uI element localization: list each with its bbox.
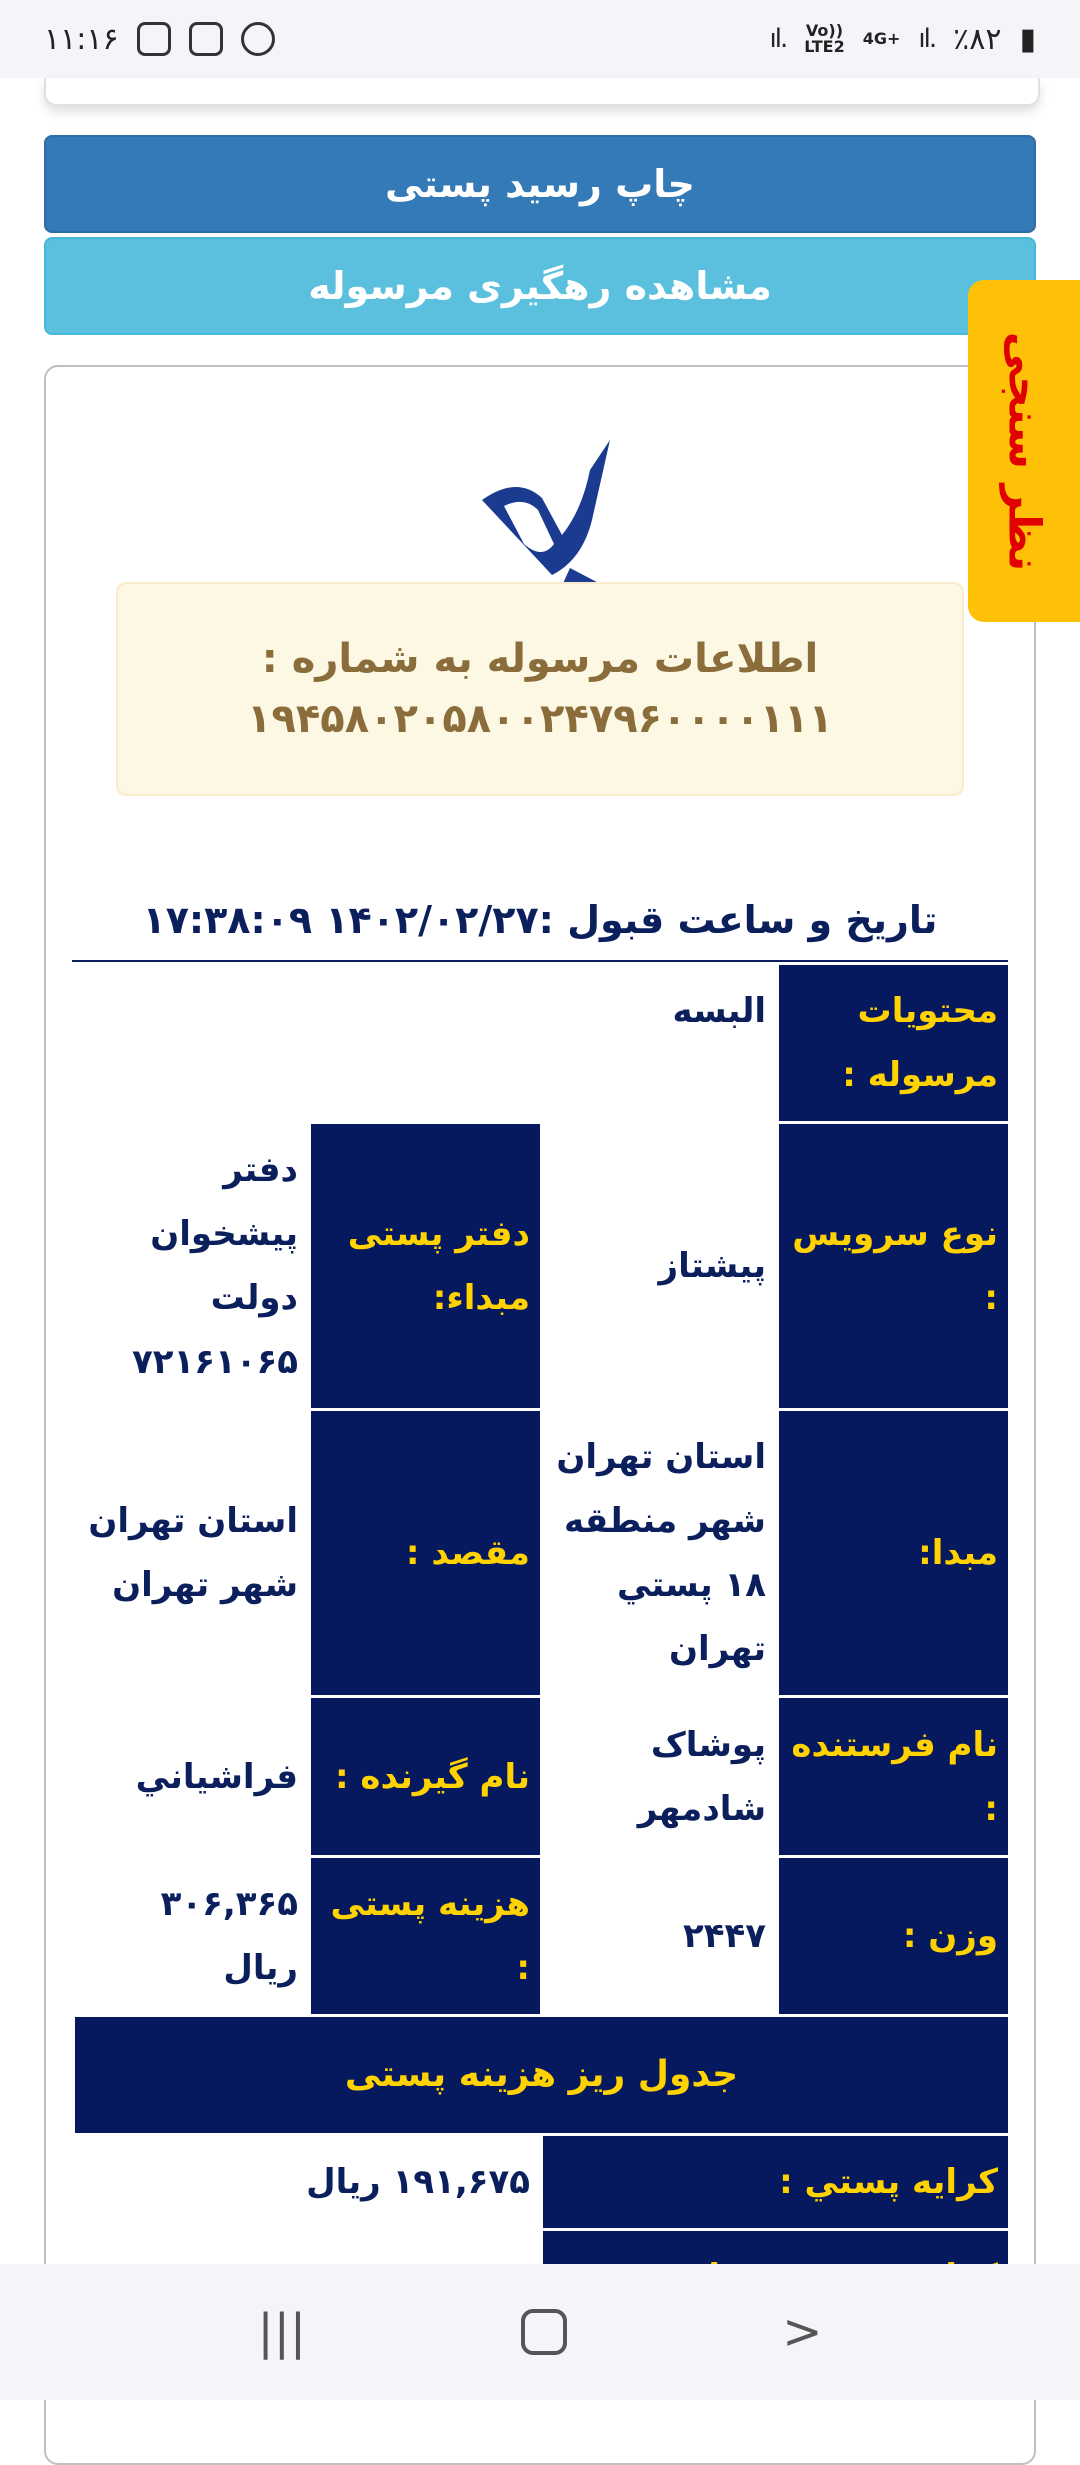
receiver-label: نام گیرنده : bbox=[310, 1697, 542, 1857]
system-nav-bar bbox=[0, 2264, 1080, 2400]
cost-value: ۳۰۶,۳۶۵ ریال bbox=[74, 1857, 310, 2016]
contents-value: البسه bbox=[74, 964, 778, 1123]
table-row bbox=[74, 2016, 1010, 2135]
instagram-icon bbox=[137, 22, 171, 56]
details-table bbox=[72, 962, 1011, 2326]
cost-breakdown-header: جدول ریز هزینه پستی bbox=[74, 2016, 1010, 2135]
gallery-icon bbox=[189, 22, 223, 56]
table-row bbox=[74, 2135, 1010, 2230]
survey-tab[interactable] bbox=[968, 280, 1080, 622]
service-value: پیشتاز bbox=[542, 1123, 778, 1410]
signal-bars-icon: ıl. bbox=[918, 24, 936, 54]
back-icon[interactable]: > bbox=[782, 2304, 823, 2360]
weight-label: وزن : bbox=[778, 1857, 1010, 2016]
table-row bbox=[74, 1857, 1010, 2016]
receiver-value: فراشياني bbox=[74, 1697, 310, 1857]
table-row bbox=[74, 1410, 1010, 1697]
contents-label: محتویات مرسوله : bbox=[778, 964, 1010, 1123]
post-logo-icon bbox=[462, 440, 622, 590]
network-volte-indicator: Vo)) LTE2 bbox=[804, 21, 845, 56]
network-4g-indicator: 4G+ bbox=[862, 29, 901, 48]
origin-label: مبدا: bbox=[778, 1410, 1010, 1697]
origin-office-label: دفتر پستی مبداء: bbox=[310, 1123, 542, 1410]
recent-apps-icon[interactable]: ||| bbox=[257, 2304, 307, 2360]
destination-label: مقصد : bbox=[310, 1410, 542, 1697]
status-bar-indicators bbox=[770, 22, 1037, 57]
signal-bars-icon: ıl. bbox=[769, 24, 787, 54]
accept-datetime: تاریخ و ساعت قبول :۱۴۰۲/۰۲/۲۷ ۱۷:۳۸:۰۹ bbox=[142, 898, 938, 942]
sender-label: نام فرستنده : bbox=[778, 1697, 1010, 1857]
cost-row-label: كرايه پستي : bbox=[542, 2135, 1010, 2230]
sender-value: پوشاک شادمهر bbox=[542, 1697, 778, 1857]
vpn-icon bbox=[241, 22, 275, 56]
destination-value: استان تهران شهر تهران bbox=[74, 1410, 310, 1697]
clock: ۱۱:۱۶ bbox=[44, 21, 119, 57]
table-row bbox=[74, 964, 1010, 1123]
info-title: اطلاعات مرسوله به شماره : bbox=[261, 636, 819, 682]
shipment-info-box bbox=[116, 582, 964, 796]
survey-tab-label: نظر سنجی bbox=[998, 331, 1050, 571]
table-row bbox=[74, 1697, 1010, 1857]
weight-value: ۲۴۴۷ bbox=[542, 1857, 778, 2016]
origin-value: استان تهران شهر منطقه ۱۸ پستي تهران bbox=[542, 1410, 778, 1697]
cost-row-value: ۱۹۱,۶۷۵ ریال bbox=[74, 2135, 542, 2230]
status-bar bbox=[0, 0, 1080, 78]
track-shipment-button[interactable]: مشاهده رهگیری مرسوله bbox=[44, 237, 1036, 335]
status-bar-system bbox=[44, 22, 275, 57]
battery-percent: ٪۸۲ bbox=[953, 21, 1002, 57]
previous-card-edge bbox=[44, 78, 1040, 106]
origin-office-value: دفتر پیشخوان دولت ۷۲۱۶۱۰۶۵ bbox=[74, 1123, 310, 1410]
service-label: نوع سرویس : bbox=[778, 1123, 1010, 1410]
home-icon[interactable] bbox=[521, 2309, 567, 2355]
print-receipt-button[interactable]: چاپ رسید پستی bbox=[44, 135, 1036, 233]
table-row bbox=[74, 1123, 1010, 1410]
tracking-number: ۱۹۴۵۸۰۲۰۵۸۰۰۲۴۷۹۶۰۰۰۰۱۱۱ bbox=[247, 696, 833, 742]
cost-label: هزینه پستی : bbox=[310, 1857, 542, 2016]
battery-icon: ▮ bbox=[1019, 21, 1036, 57]
